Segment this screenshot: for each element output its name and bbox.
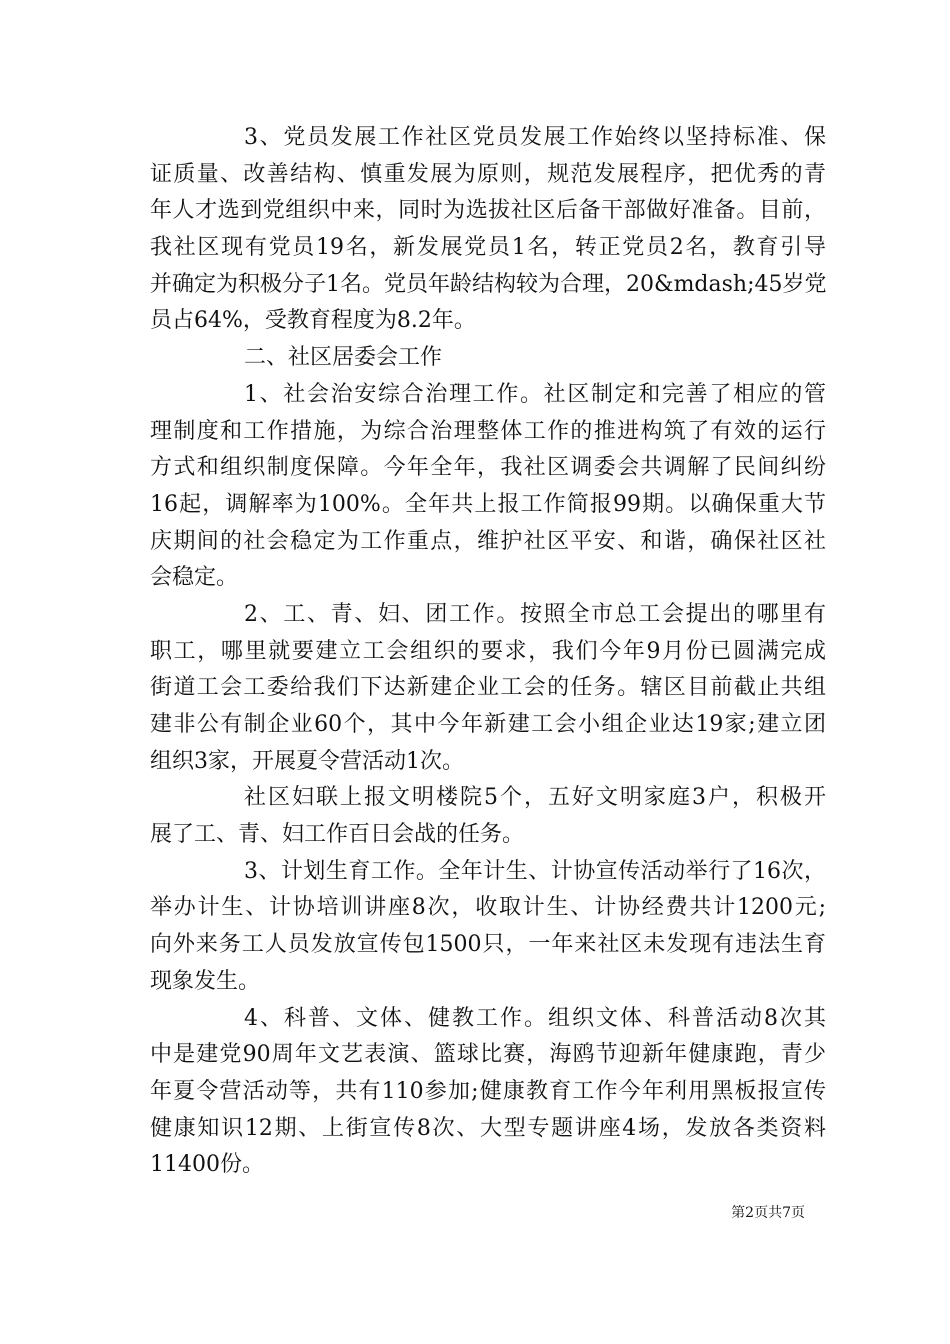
text-line: 二、社区居委会工作 [244, 345, 443, 371]
paragraph-party-member-development [150, 120, 826, 340]
document-body [150, 120, 826, 1184]
text-line: 向外来务工人员发放宣传包1500只，一年来社区未发现有违法生育 [150, 932, 826, 958]
text-line: 11400份。 [150, 1152, 264, 1178]
text-line: 年夏令营活动等，共有110参加;健康教育工作今年利用黑板报宣传 [150, 1078, 826, 1104]
paragraph-womens-federation [150, 780, 826, 853]
text-line: 16起，调解率为100%。全年共上报工作简报99期。以确保重大节 [150, 491, 826, 517]
paragraph-section-heading-residents-committee [150, 340, 826, 377]
text-line: 方式和组织制度保障。今年全年，我社区调委会共调解了民间纠纷 [150, 455, 826, 481]
text-line: 现象发生。 [150, 968, 261, 994]
text-line: 1、社会治安综合治理工作。社区制定和完善了相应的管 [244, 381, 826, 407]
text-line: 4、科普、文体、健教工作。组织文体、科普活动8次其 [244, 1005, 826, 1031]
text-line: 健康知识12期、上街宣传8次、大型专题讲座4场，发放各类资料 [150, 1115, 826, 1141]
text-line: 3、党员发展工作社区党员发展工作始终以坚持标准、保 [244, 125, 826, 150]
text-line: 会稳定。 [150, 565, 239, 591]
text-line: 员占64%，受教育程度为8.2年。 [150, 308, 476, 334]
text-line: 年人才选到党组织中来，同时为选拔社区后备干部做好准备。目前， [150, 198, 826, 224]
text-line: 街道工会工委给我们下达新建企业工会的任务。辖区目前截止共组 [150, 675, 826, 701]
text-line: 建非公有制企业60个，其中今年新建工会小组企业达19家;建立团 [150, 712, 826, 737]
paragraph-public-security [150, 377, 826, 597]
text-line: 并确定为积极分子1名。党员年龄结构较为合理，20&mdash;45岁党 [150, 271, 827, 297]
text-line: 组织3家，开展夏令营活动1次。 [150, 748, 464, 774]
text-line: 理制度和工作措施，为综合治理整体工作的推进构筑了有效的运行 [150, 418, 826, 444]
text-line: 中是建党90周年文艺表演、篮球比赛，海鸥节迎新年健康跑，青少 [150, 1042, 826, 1068]
text-line: 庆期间的社会稳定为工作重点，维护社区平安、和谐，确保社区社 [150, 528, 826, 554]
text-line: 举办计生、计协培训讲座8次，收取计生、计协经费共计1200元; [150, 895, 826, 921]
text-line: 社区妇联上报文明楼院5个，五好文明家庭3户，积极开 [244, 785, 826, 811]
text-line: 2、工、青、妇、团工作。按照全市总工会提出的哪里有 [244, 601, 826, 627]
text-line: 证质量、改善结构、慎重发展为原则，规范发展程序，把优秀的青 [150, 161, 826, 187]
text-line: 展了工、青、妇工作百日会战的任务。 [150, 822, 525, 848]
page-number: 第2页共7页 [731, 1205, 805, 1221]
text-line: 我社区现有党员19名，新发展党员1名，转正党员2名，教育引导 [150, 235, 826, 261]
paragraph-family-planning [150, 854, 826, 1001]
paragraph-union-youth-women [150, 597, 826, 780]
paragraph-science-culture-health [150, 1001, 826, 1184]
text-line: 3、计划生育工作。全年计生、计协宣传活动举行了16次， [244, 858, 826, 884]
text-line: 职工，哪里就要建立工会组织的要求，我们今年9月份已圆满完成 [150, 638, 826, 664]
